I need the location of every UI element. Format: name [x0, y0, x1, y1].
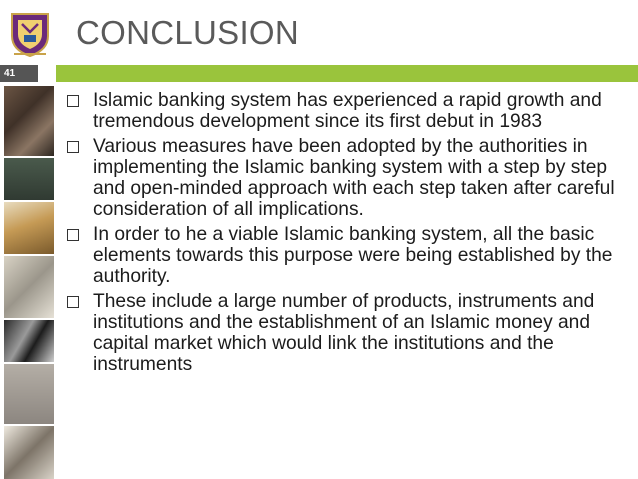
list-item [67, 136, 632, 220]
bullet-text: In order to he a viable Islamic banking system, all the basic elements towards this purpose were being established by the authority. [93, 224, 613, 287]
checkbox-bullet-icon [67, 229, 79, 241]
open-book-image [4, 202, 54, 254]
bullet-text: These include a large number of products, instruments and institutions and the establishment of an Islamic money and capital market which would link the institutions and the instruments [93, 291, 595, 375]
decorative-image-strip [4, 86, 54, 479]
pen-image [4, 320, 54, 362]
list-item [67, 90, 632, 132]
papers-image [4, 256, 54, 318]
page-number: 41 [0, 65, 38, 82]
bullet-text: Islamic banking system has experienced a rapid growth and tremendous development since its first debut in 1983 [93, 90, 602, 132]
glasses-image [4, 426, 54, 479]
checkbox-bullet-icon [67, 296, 79, 308]
accent-bar [56, 65, 638, 82]
bullet-text: Various measures have been adopted by the authorities in implementing the Islamic banking system with a step by step and open-minded approach with each step taken after careful consideration of all implications. [93, 136, 615, 220]
books-image [4, 86, 54, 156]
header-rule [0, 65, 638, 82]
list-item [67, 224, 632, 287]
gray-tile-image [4, 364, 54, 424]
bullet-list [67, 90, 632, 379]
tile-image [4, 158, 54, 200]
university-crest-logo [8, 10, 52, 58]
checkbox-bullet-icon [67, 95, 79, 107]
checkbox-bullet-icon [67, 141, 79, 153]
list-item [67, 291, 632, 375]
page-title: CONCLUSION [76, 14, 300, 51]
